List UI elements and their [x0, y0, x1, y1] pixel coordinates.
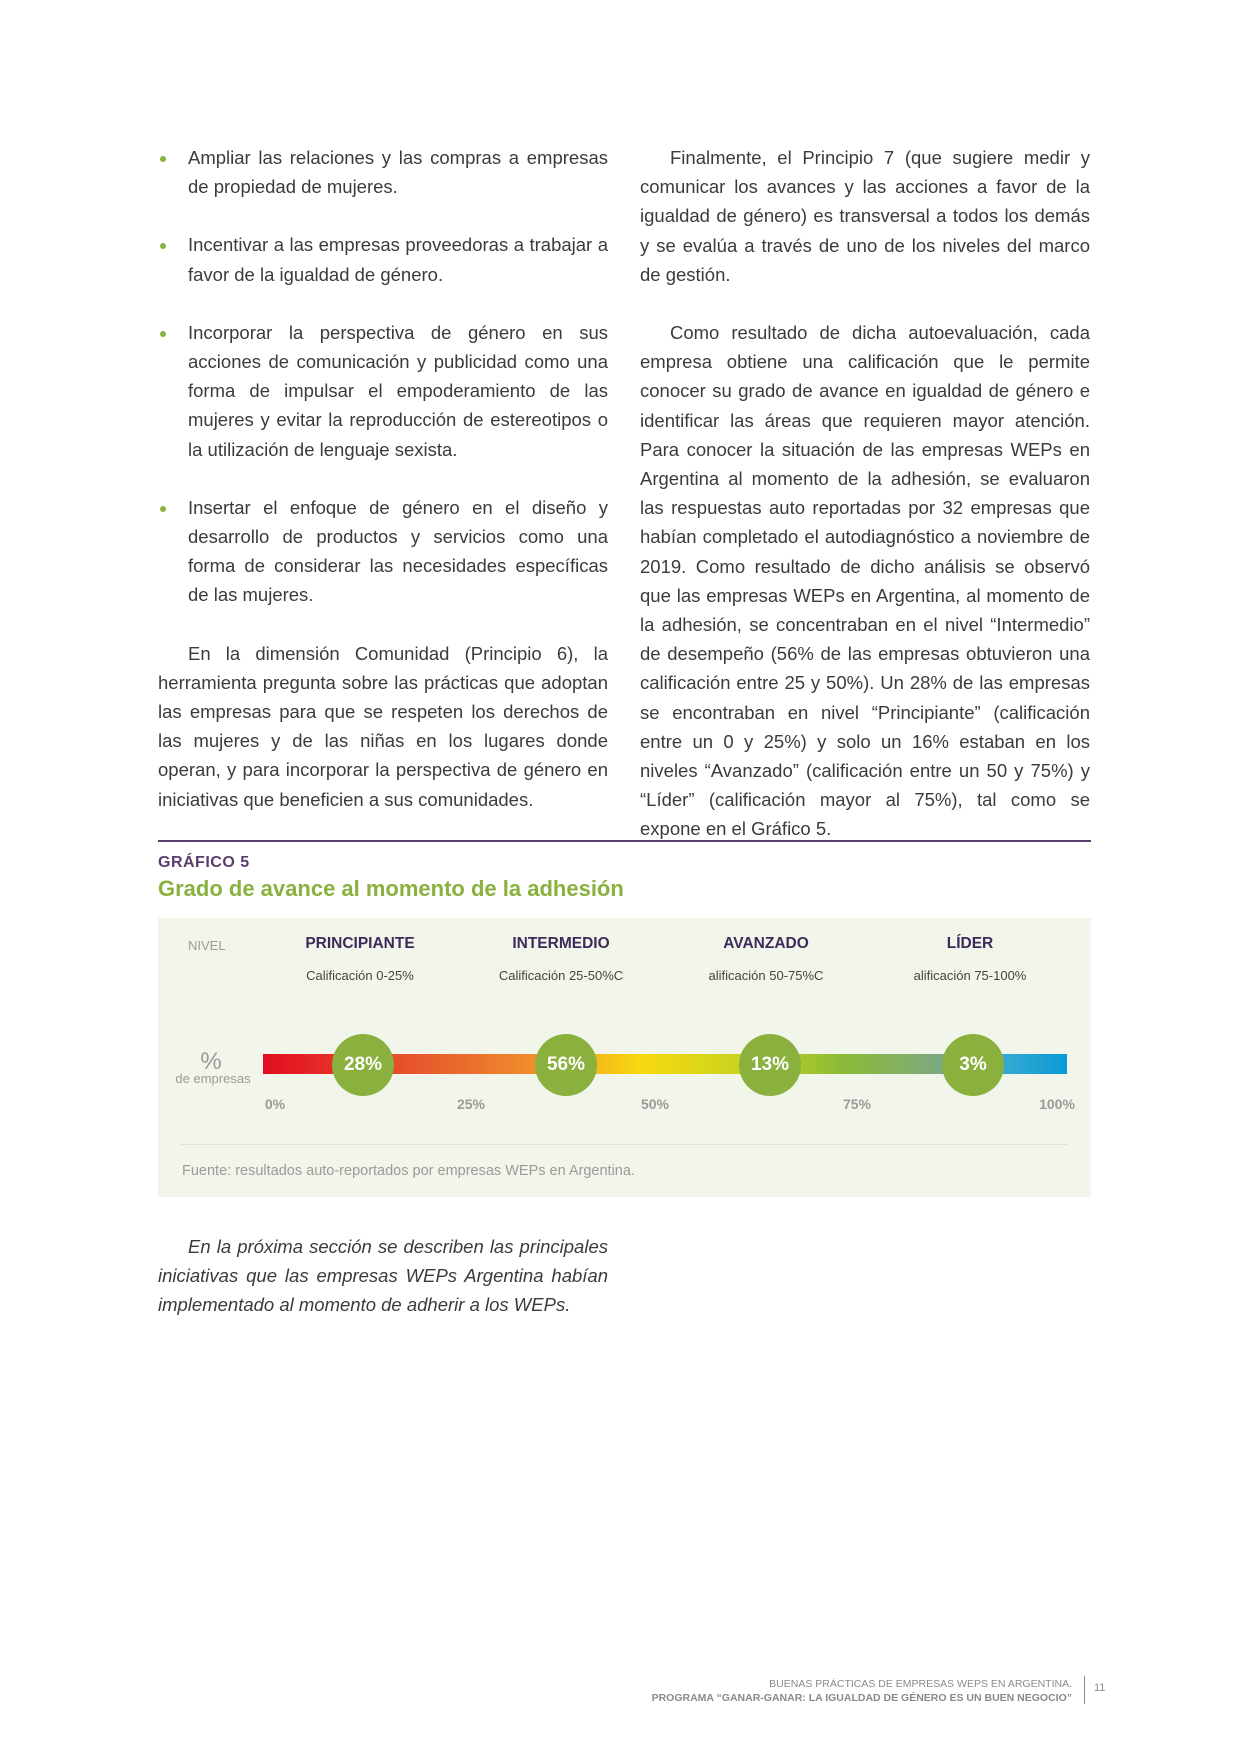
- footer: [652, 1677, 1072, 1705]
- footer-line-1: BUENAS PRÁCTICAS DE EMPRESAS WEPS EN ARGENTINA.: [769, 1678, 1072, 1690]
- axis-tick-label: 25%: [456, 1096, 486, 1112]
- axis-tick-label: 100%: [1039, 1096, 1075, 1112]
- page-number: 11: [1094, 1682, 1106, 1694]
- nivel-label: NIVEL: [188, 938, 226, 953]
- right-column: [640, 143, 1090, 873]
- figure-divider: [158, 840, 1091, 842]
- chart-divider: [180, 1144, 1068, 1145]
- comunidad-paragraph: En la dimensión Comunidad (Principio 6), la herramienta pregunta sobre las prácticas que adoptan las empresas para que se respeten los derechos de las mujeres y de las niñas en los lugares donde operan, y para incorporar la perspectiva de género en iniciativas que beneficien a sus comunidades.: [158, 642, 608, 810]
- level-name: INTERMEDIO: [512, 935, 610, 952]
- percent-axis-label: de empresas: [175, 1071, 251, 1086]
- footer-line-2: PROGRAMA “GANAR-GANAR: LA IGUALDAD DE GÉNERO ES UN BUEN NEGOCIO”: [651, 1692, 1072, 1704]
- closing-paragraph: En la próxima sección se describen las principales iniciativas que las empresas WEPs Argentina habían implementado al momento de adherir a los WEPs.: [158, 1236, 608, 1315]
- figure-label: GRÁFICO 5: [158, 854, 250, 871]
- footer-separator: [1084, 1676, 1085, 1704]
- progress-chart: [158, 918, 1091, 1197]
- level-name: PRINCIPIANTE: [305, 935, 415, 952]
- value-bubble: 56%: [535, 1034, 597, 1096]
- principio7-paragraph: Finalmente, el Principio 7 (que sugiere medir y comunicar los avances y las acciones a favor de la igualdad de género) es transversal a todos los demás y se evalúa a través de uno de los niveles del marco de gestión.: [640, 147, 1090, 285]
- bullet-item: Ampliar las relaciones y las compras a empresas de propiedad de mujeres.: [158, 143, 608, 201]
- value-bubble: 3%: [942, 1034, 1004, 1096]
- bullet-item: Incentivar a las empresas proveedoras a trabajar a favor de la igualdad de género.: [158, 230, 608, 288]
- axis-tick-label: 0%: [264, 1096, 286, 1112]
- level-range: Calificación 0-25%: [306, 968, 414, 983]
- level-name: LÍDER: [946, 935, 994, 952]
- value-bubble: 28%: [332, 1034, 394, 1096]
- level-range: alificación 50-75%C: [708, 968, 824, 983]
- level-name: AVANZADO: [723, 935, 809, 952]
- left-column: [158, 143, 608, 843]
- axis-tick-label: 50%: [640, 1096, 670, 1112]
- level-range: alificación 75-100%: [913, 968, 1027, 983]
- value-bubble: 13%: [739, 1034, 801, 1096]
- chart-source: Fuente: resultados auto-reportados por empresas WEPs en Argentina.: [182, 1163, 635, 1179]
- figure-title: Grado de avance al momento de la adhesión: [158, 876, 624, 901]
- bullet-item: Insertar el enfoque de género en el diseño y desarrollo de productos y servicios como una forma de considerar las necesidades específicas de las mujeres.: [158, 493, 608, 610]
- results-paragraph: Como resultado de dicha autoevaluación, cada empresa obtiene una calificación que le permite conocer su grado de avance en igualdad de género e identificar las áreas que requieren mayor atención. Para conocer la situación de las empresas WEPs en Argentina al momento de la adhesión, se evaluaron las respuestas auto reportadas por 32 empresas que habían completado el autodiagnóstico a noviembre de 2019. Como resultado de dicho análisis se observó que las empresas WEPs en Argentina, al momento de la adhesión, se concentraban en el nivel “Intermedio” de desempeño (56% de las empresas obtuvieron una calificación entre 25 y 50%). Un 28% de las empresas se encontraban en nivel “Principiante” (calificación entre un 0 y 25%) y solo un 16% estaban en los niveles “Avanzado” (calificación entre un 50 y 75%) y “Líder” (calificación mayor al 75%), tal como se expone en el Gráfico 5.: [640, 322, 1090, 840]
- bullet-item: Incorporar la perspectiva de género en sus acciones de comunicación y publicidad como una forma de impulsar el empoderamiento de las mujeres y evitar la reproducción de estereotipos o la utilización de lenguaje sexista.: [158, 318, 608, 464]
- level-range: Calificación 25-50%C: [498, 968, 624, 983]
- axis-tick-label: 75%: [842, 1096, 872, 1112]
- percent-symbol: %: [200, 1048, 222, 1075]
